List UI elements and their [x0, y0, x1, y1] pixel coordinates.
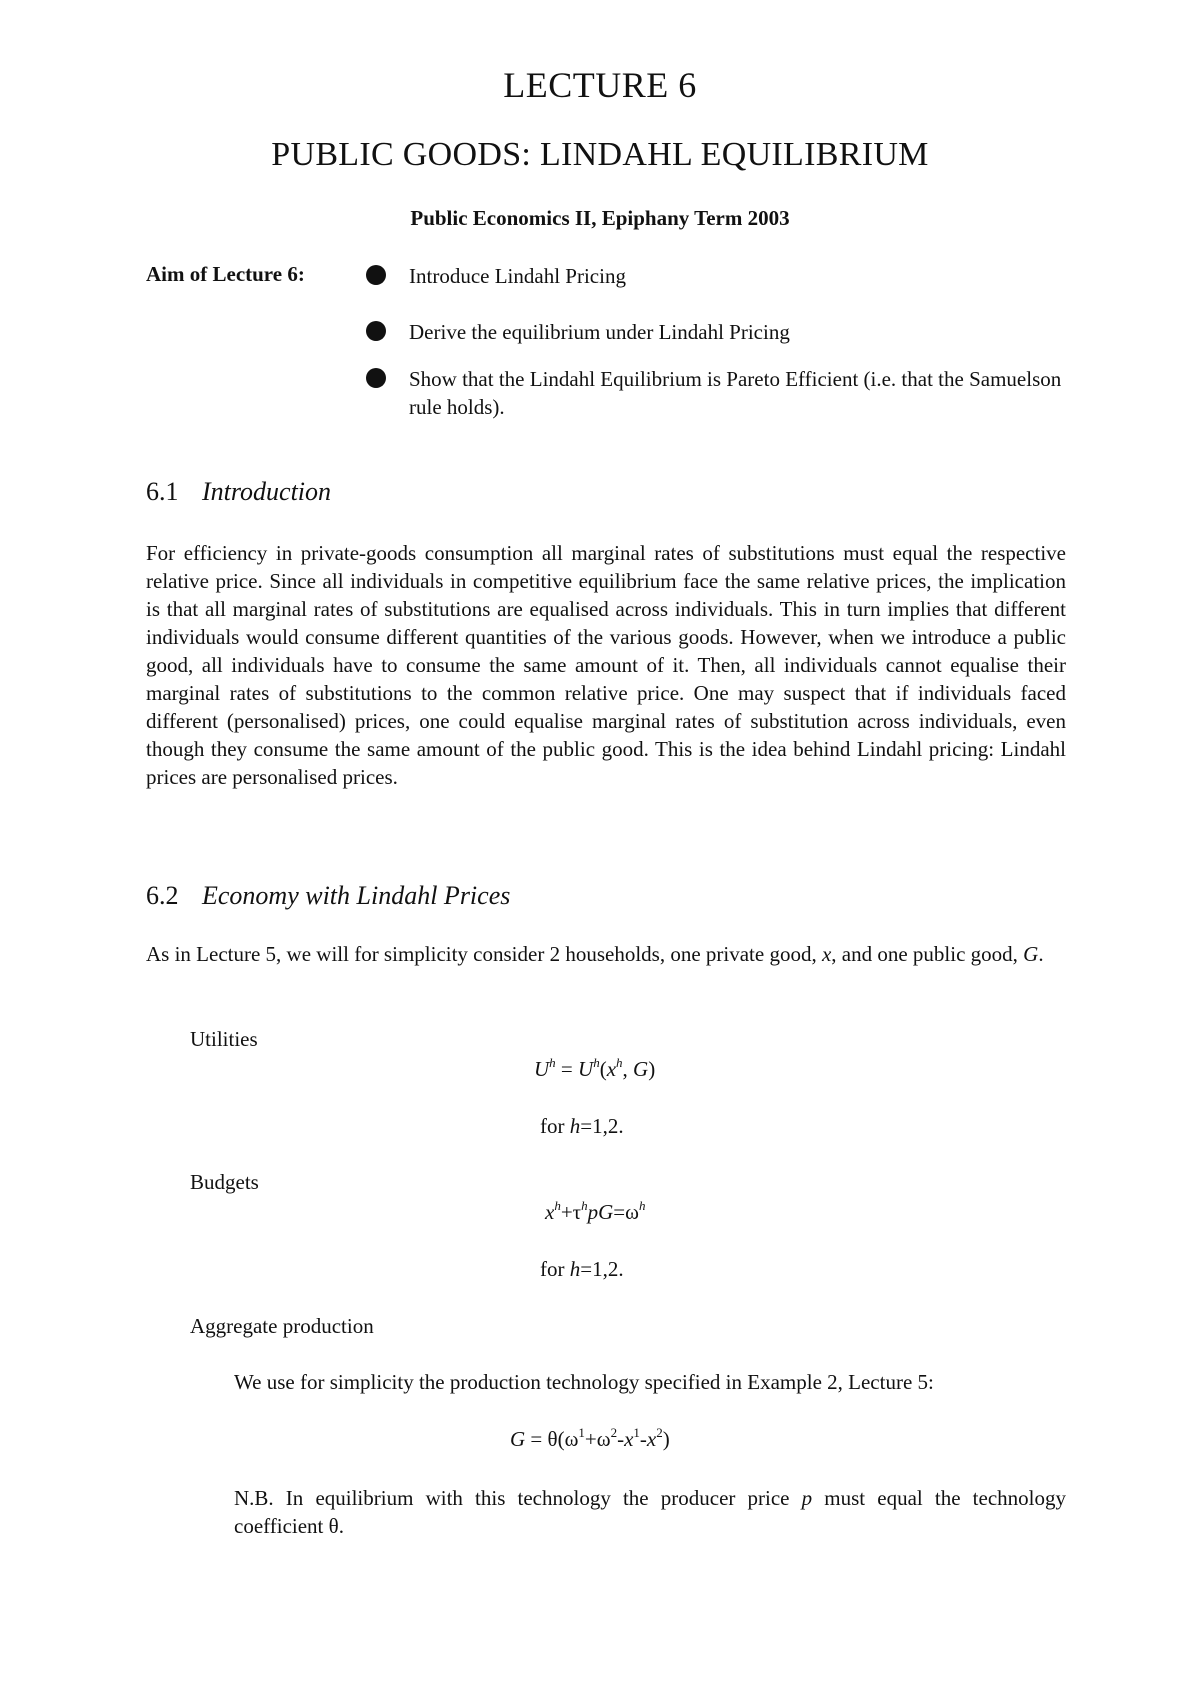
math-var: h [569, 1257, 581, 1281]
aim-item: Introduce Lindahl Pricing [409, 264, 626, 288]
section-intro-paragraph [146, 940, 1066, 968]
production-label: Aggregate production [190, 1314, 374, 1338]
text-run: =1,2. [580, 1257, 624, 1281]
document-title: PUBLIC GOODS: LINDAHL EQUILIBRIUM [271, 136, 929, 173]
budget-index-note [540, 1257, 624, 1282]
section-heading-lindahl-prices [146, 881, 510, 911]
math-var: G [1023, 942, 1039, 966]
text-run: =1,2. [580, 1114, 624, 1138]
utility-equation: $U^h = U^h(x^h$, G) [534, 1055, 656, 1081]
math-var: h [569, 1114, 581, 1138]
text-run: , and one public good, [831, 942, 1024, 966]
text-run: must equal the technology coefficient θ. [234, 1486, 1066, 1538]
aim-item: Show that the Lindahl Equilibrium is Pareto Efficient (i.e. that the Samuelson rule holds). [409, 367, 1062, 419]
text-run: . [1038, 942, 1044, 966]
aim-item: Derive the equilibrium under Lindahl Pricing [409, 320, 790, 344]
nb-paragraph [234, 1484, 1066, 1540]
text-run: for [540, 1114, 570, 1138]
utility-index-note [540, 1114, 624, 1139]
section-number: 6.2 [146, 881, 179, 910]
utilities-label: Utilities [190, 1027, 258, 1051]
section-number: 6.1 [146, 477, 179, 506]
bullet-icon [366, 265, 386, 285]
section-title: Introduction [202, 477, 332, 506]
lecture-title: LECTURE 6 [503, 65, 697, 105]
budgets-label: Budgets [190, 1170, 259, 1194]
budget-equation: $x^h+\tau^hpG=\omega^h$ [545, 1198, 646, 1224]
bullet-icon [366, 368, 386, 388]
section-heading-introduction [146, 477, 331, 507]
text-run: As in Lecture 5, we will for simplicity consider 2 households, one private good, [146, 942, 822, 966]
math-var: p [801, 1486, 813, 1510]
bullet-icon [366, 321, 386, 341]
production-text: We use for simplicity the production technology specified in Example 2, Lecture 5: [234, 1370, 934, 1394]
text-run: N.B. In equilibrium with this technology the producer price [234, 1486, 802, 1510]
introduction-paragraph: For efficiency in private-goods consumption all marginal rates of substitutions must equal the respective relative price. Since all individuals in competitive equilibrium face the same relative prices, the implication is that all marginal rates of substitutions are equalised across individuals. This in turn implies that different individuals would consume different quantities of the various goods. However, when we introduce a public good, all individuals have to consume the same amount of it. Then, all individuals cannot equalise their marginal rates of substitutions to the common relative price. One may suspect that if individuals faced different (personalised) prices, one could equalise marginal rates of substitution across individuals, even though they consume the same amount of the public good. This is the idea behind Lindahl pricing: Lindahl prices are personalised prices. [146, 541, 1066, 789]
text-run: for [540, 1257, 570, 1281]
course-subtitle: Public Economics II, Epiphany Term 2003 [410, 206, 790, 230]
aims-label: Aim of Lecture 6: [146, 262, 305, 286]
math-var: x [821, 942, 832, 966]
production-equation: $G = \theta(\omega^1+\omega^2-x^1-x^2)$ [510, 1425, 670, 1451]
section-title: Economy with Lindahl Prices [202, 881, 511, 910]
